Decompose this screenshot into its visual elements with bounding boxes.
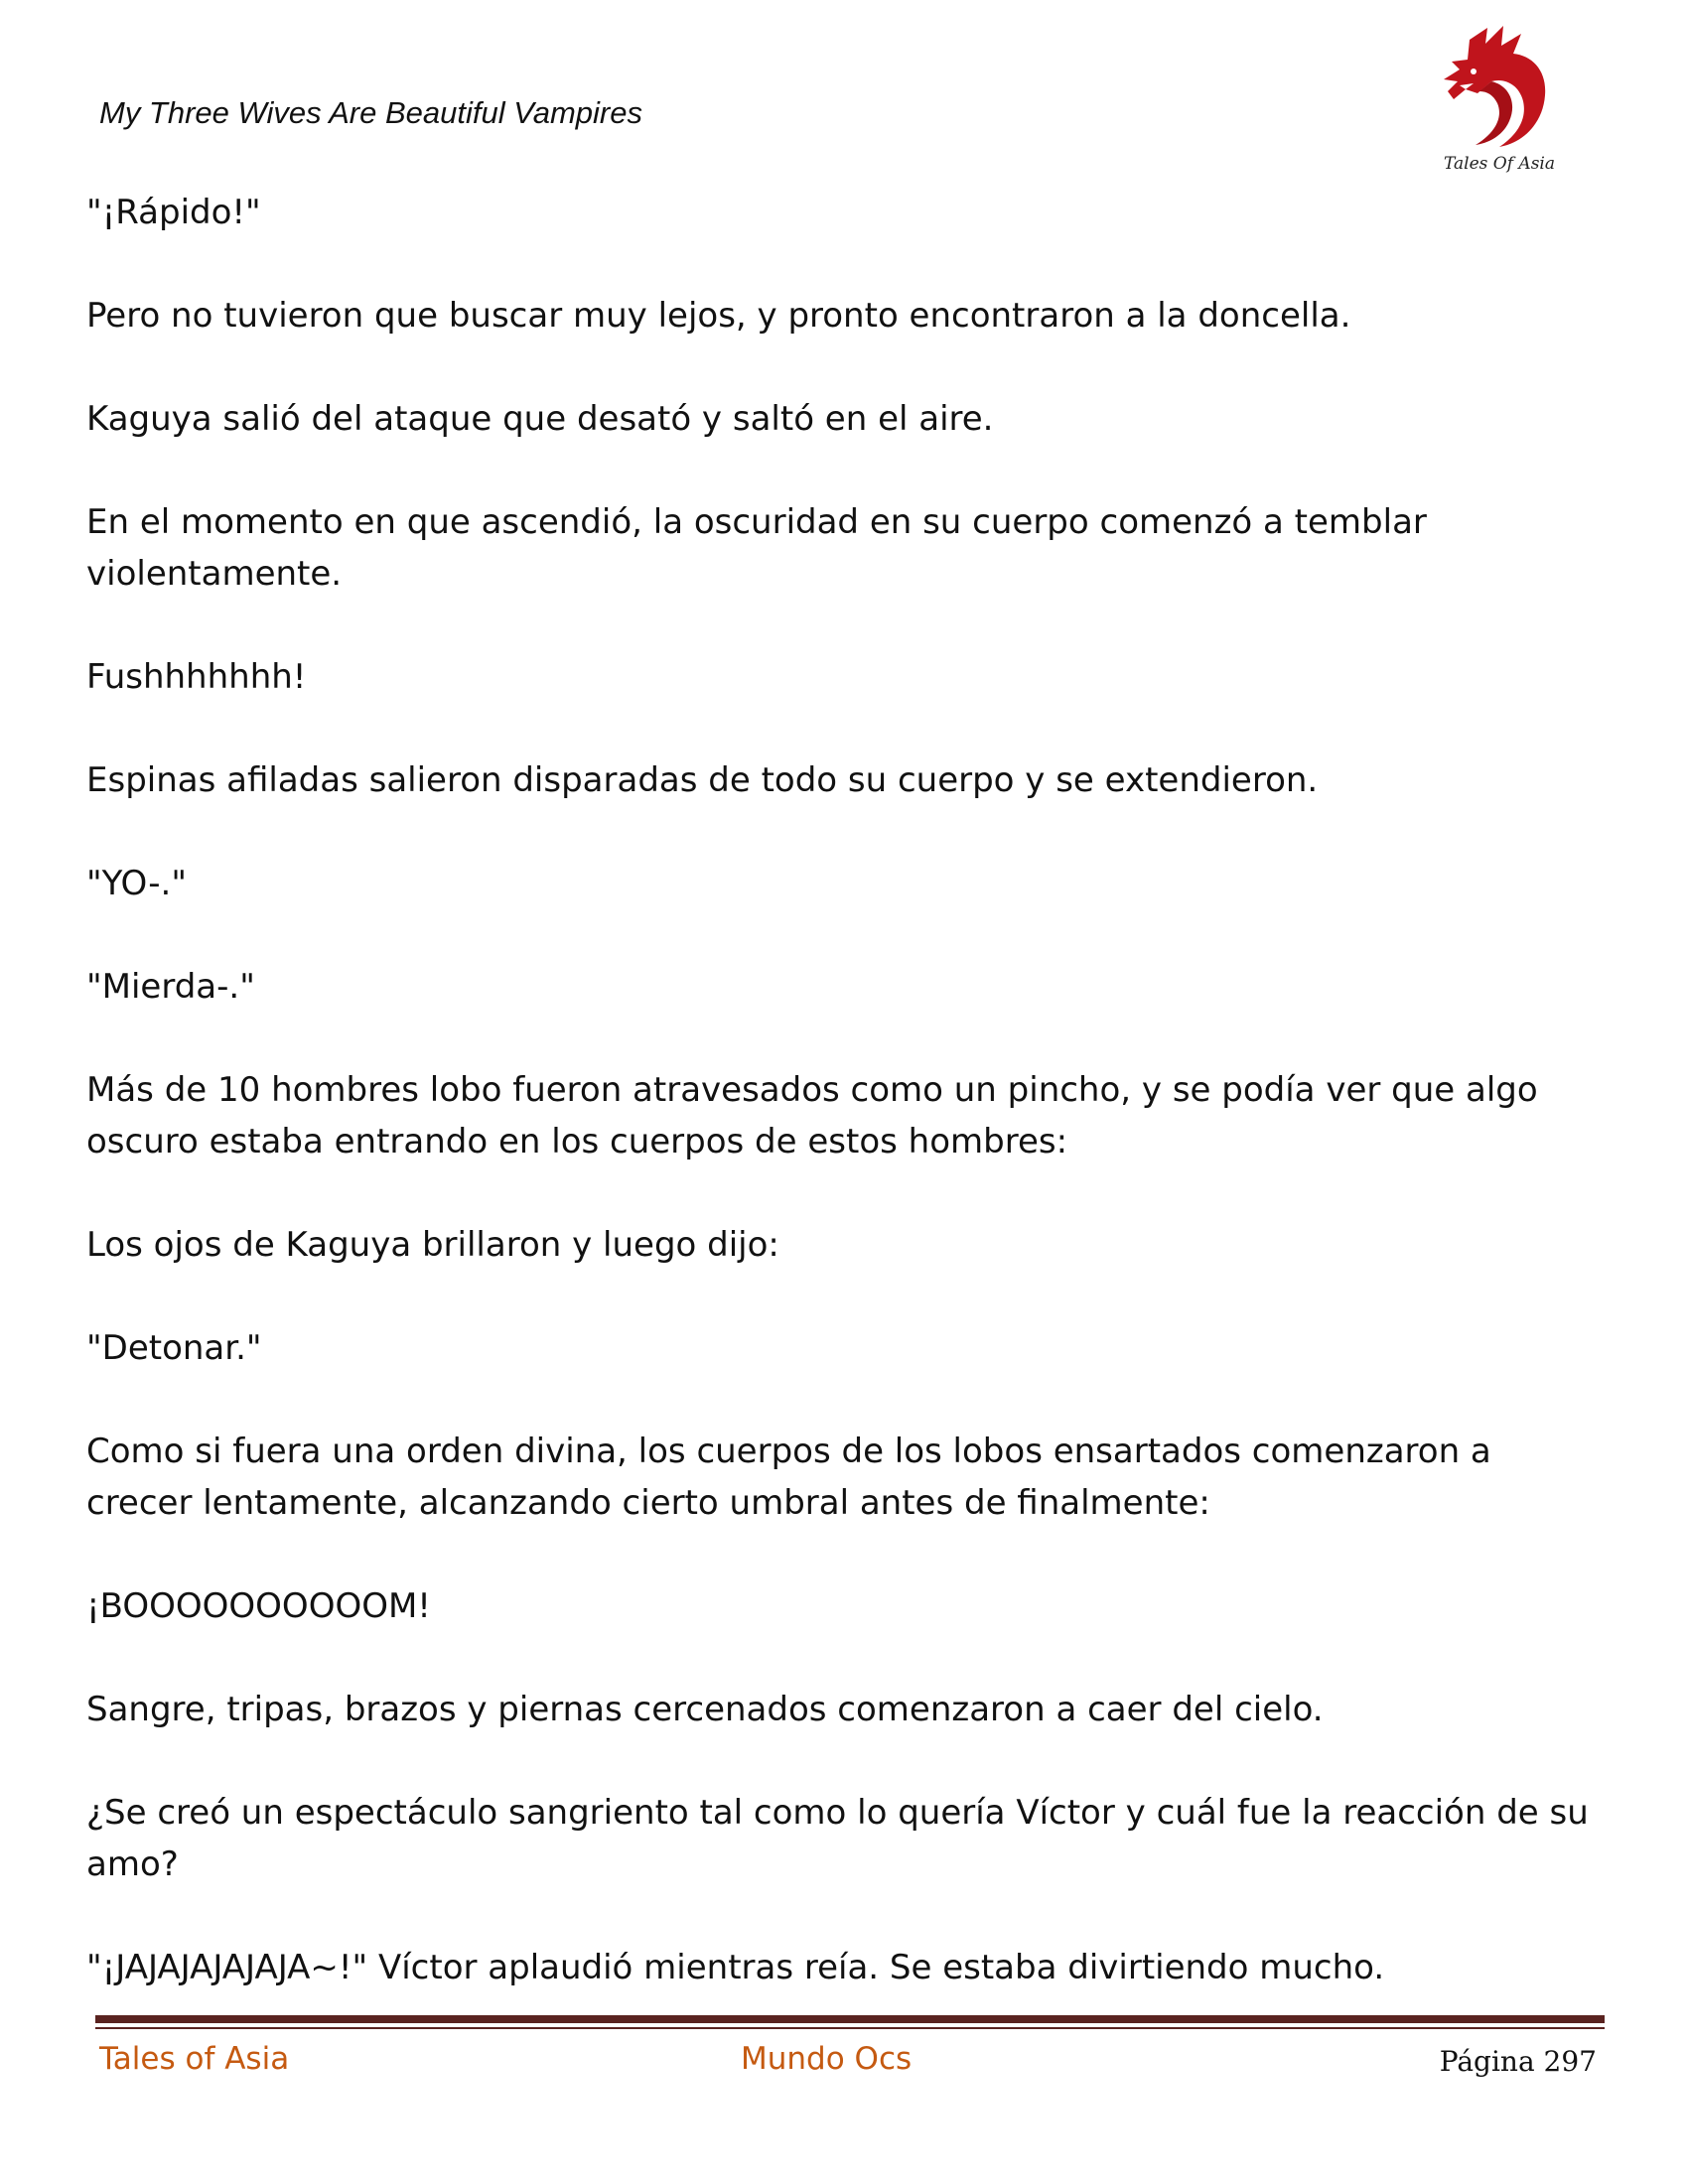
paragraph: "¡JAJAJAJAJAJA~!" Víctor aplaudió mientras reía. Se estaba divirtiendo mucho. [86, 1948, 1385, 1987]
footer-group-name: Mundo Ocs [741, 2041, 913, 2077]
paragraph: Kaguya salió del ataque que desató y saltó en el aire. [86, 399, 994, 439]
paragraph: "Detonar." [86, 1328, 262, 1368]
footer-page-number: Página 297 [1439, 2045, 1597, 2078]
paragraph: Más de 10 hombres lobo fueron atravesados como un pincho, y se podía ver que algo oscuro estaba entrando en los cuerpos de estos hombres: [86, 1070, 1538, 1161]
footer-site-name: Tales of Asia [99, 2041, 290, 2077]
paragraph: Los ojos de Kaguya brillaron y luego dijo: [86, 1225, 779, 1265]
footer-divider-thick [95, 2015, 1605, 2023]
dragon-logo-icon [1430, 20, 1569, 184]
chapter-body [86, 187, 1606, 2045]
paragraph: ¿Se creó un espectáculo sangriento tal como lo quería Víctor y cuál fue la reacción de su amo? [86, 1793, 1589, 1884]
footer-divider-thin [95, 2027, 1605, 2029]
paragraph: ¡BOOOOOOOOOOM! [86, 1586, 431, 1626]
paragraph: En el momento en que ascendió, la oscuridad en su cuerpo comenzó a temblar violentamente. [86, 502, 1427, 594]
paragraph: Como si fuera una orden divina, los cuerpos de los lobos ensartados comenzaron a crecer lentamente, alcanzando cierto umbral antes de finalmente: [86, 1432, 1491, 1523]
paragraph: Pero no tuvieron que buscar muy lejos, y pronto encontraron a la doncella. [86, 296, 1351, 336]
paragraph: "Mierda-." [86, 967, 255, 1007]
header-book-title: My Three Wives Are Beautiful Vampires [99, 95, 642, 130]
paragraph: Fushhhhhhh! [86, 657, 307, 697]
paragraph: "¡Rápido!" [86, 193, 261, 232]
paragraph: Espinas afiladas salieron disparadas de todo su cuerpo y se extendieron. [86, 760, 1319, 800]
paragraph: "YO-." [86, 864, 187, 903]
logo-wordmark: Tales Of Asia [1444, 154, 1555, 174]
tales-of-asia-logo [1430, 20, 1569, 184]
paragraph: Sangre, tripas, brazos y piernas cercenados comenzaron a caer del cielo. [86, 1690, 1324, 1729]
